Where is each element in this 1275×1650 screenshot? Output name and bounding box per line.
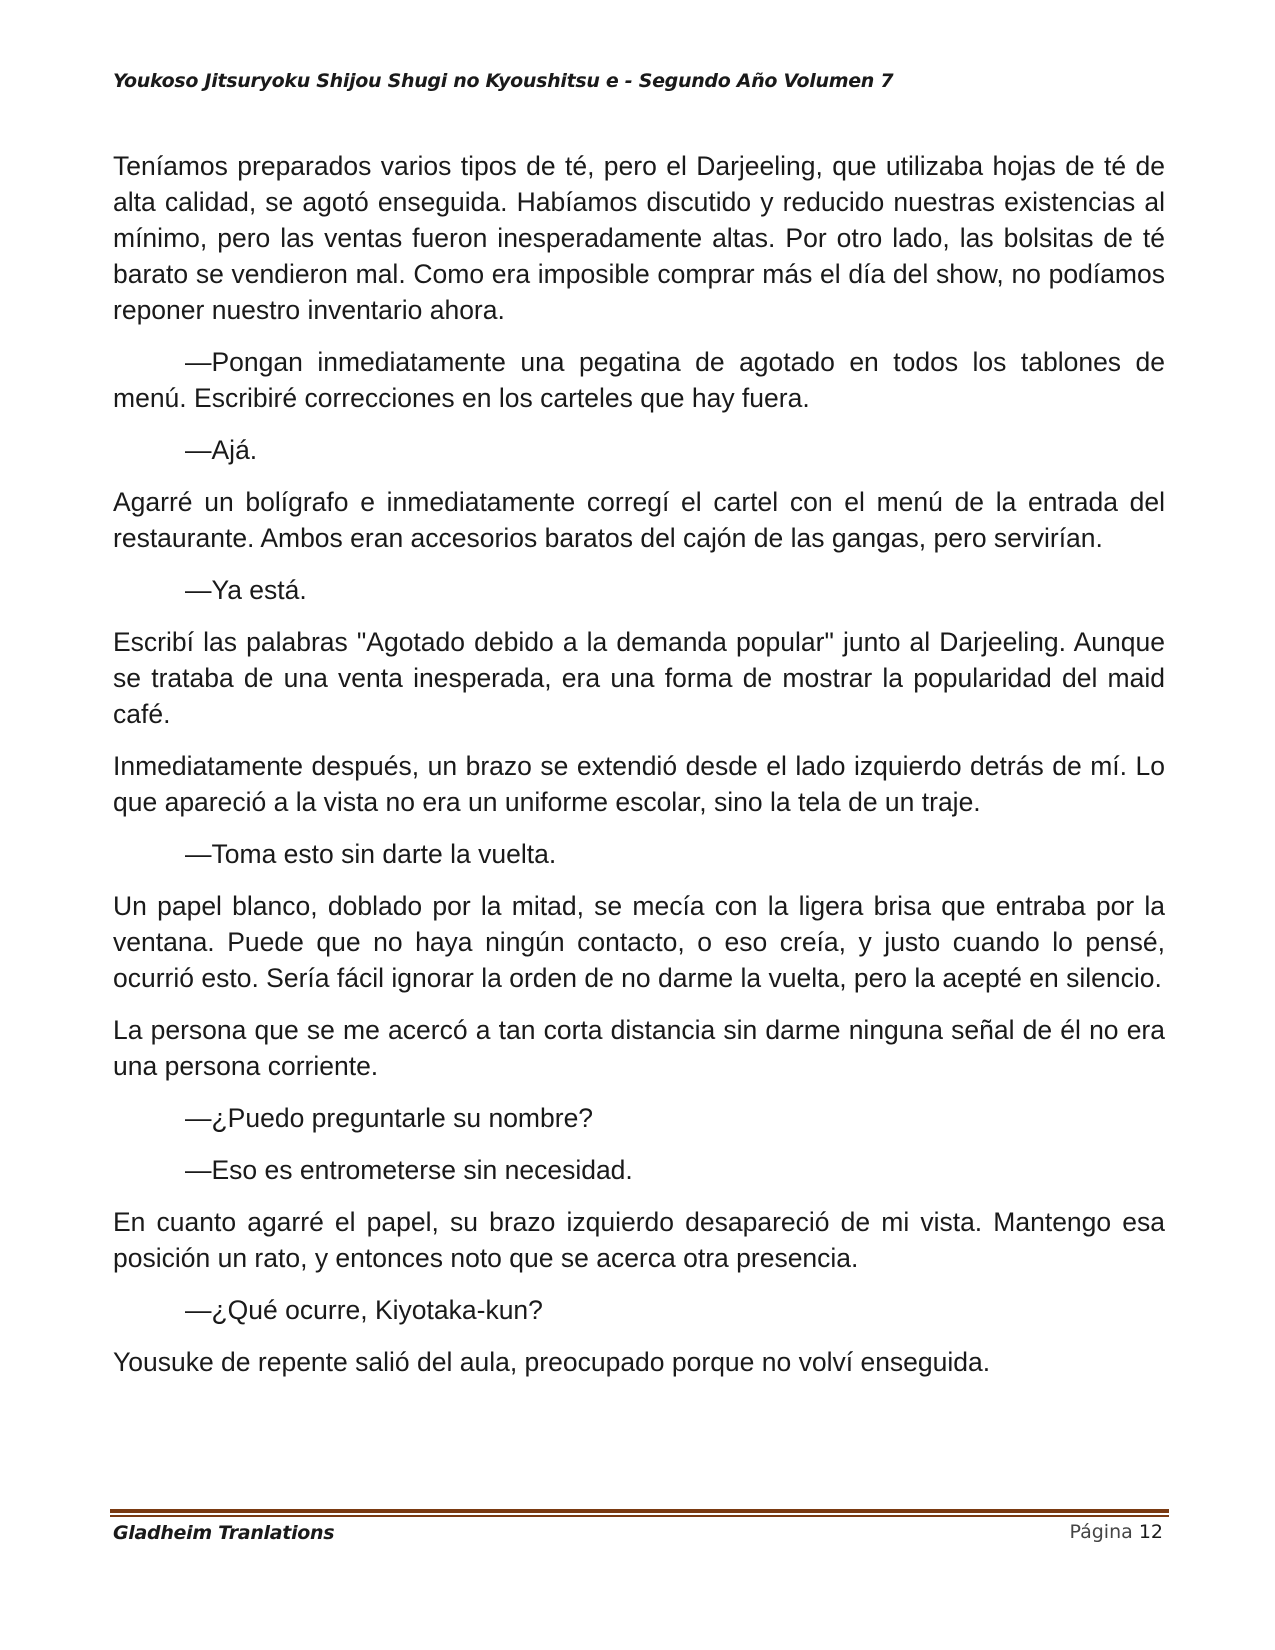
page-number xyxy=(1069,1521,1163,1543)
dialogue-line: —Ya está. xyxy=(185,575,307,605)
dialogue-line: —¿Qué ocurre, Kiyotaka-kun? xyxy=(185,1295,543,1325)
page-body xyxy=(113,148,1165,1396)
dialogue-line: —Ajá. xyxy=(185,435,258,465)
paragraph: Un papel blanco, doblado por la mitad, se mecía con la ligera brisa que entraba por la ventana. Puede que no haya ningún contacto, o eso creía, y justo cuando lo pensé, ocurrió esto. Sería fácil ignorar la orden de no darme la vuelta, pero la acepté en silencio. xyxy=(113,891,1165,993)
footer-divider-thick xyxy=(110,1509,1169,1513)
dialogue-line: —Toma esto sin darte la vuelta. xyxy=(185,839,557,869)
paragraph: Agarré un bolígrafo e inmediatamente corregí el cartel con el menú de la entrada del restaurante. Ambos eran accesorios baratos del cajón de las gangas, pero servirían. xyxy=(113,487,1165,553)
paragraph: La persona que se me acercó a tan corta distancia sin darme ninguna señal de él no era una persona corriente. xyxy=(113,1015,1165,1081)
dialogue-line: —¿Puedo preguntarle su nombre? xyxy=(185,1103,594,1133)
page-number-value: 12 xyxy=(1138,1521,1163,1543)
paragraph: Teníamos preparados varios tipos de té, pero el Darjeeling, que utilizaba hojas de té de alta calidad, se agotó enseguida. Habíamos discutido y reducido nuestras existencias al mínimo, pero las ventas fueron inesperadamente altas. Por otro lado, las bolsitas de té barato se vendieron mal. Como era imposible comprar más el día del show, no podíamos reponer nuestro inventario ahora. xyxy=(113,151,1165,325)
page-label: Página xyxy=(1069,1521,1133,1543)
running-header: Youkoso Jitsuryoku Shijou Shugi no Kyoushitsu e - Segundo Año Volumen 7 xyxy=(113,70,894,92)
paragraph: En cuanto agarré el papel, su brazo izquierdo desapareció de mi vista. Mantengo esa posición un rato, y entonces noto que se acerca otra presencia. xyxy=(113,1207,1165,1273)
dialogue-line: —Eso es entrometerse sin necesidad. xyxy=(185,1155,633,1185)
footer-credit: Gladheim Tranlations xyxy=(113,1522,335,1544)
paragraph: Yousuke de repente salió del aula, preocupado porque no volví enseguida. xyxy=(113,1347,991,1377)
dialogue-line: —Pongan inmediatamente una pegatina de agotado en todos los tablones de menú. Escribiré correcciones en los carteles que hay fuera. xyxy=(113,347,1165,413)
paragraph: Inmediatamente después, un brazo se extendió desde el lado izquierdo detrás de mí. Lo que apareció a la vista no era un uniforme escolar, sino la tela de un traje. xyxy=(113,751,1165,817)
paragraph: Escribí las palabras "Agotado debido a la demanda popular" junto al Darjeeling. Aunque se trataba de una venta inesperada, era una forma de mostrar la popularidad del maid café. xyxy=(113,627,1165,729)
footer-divider-thin xyxy=(110,1515,1169,1517)
